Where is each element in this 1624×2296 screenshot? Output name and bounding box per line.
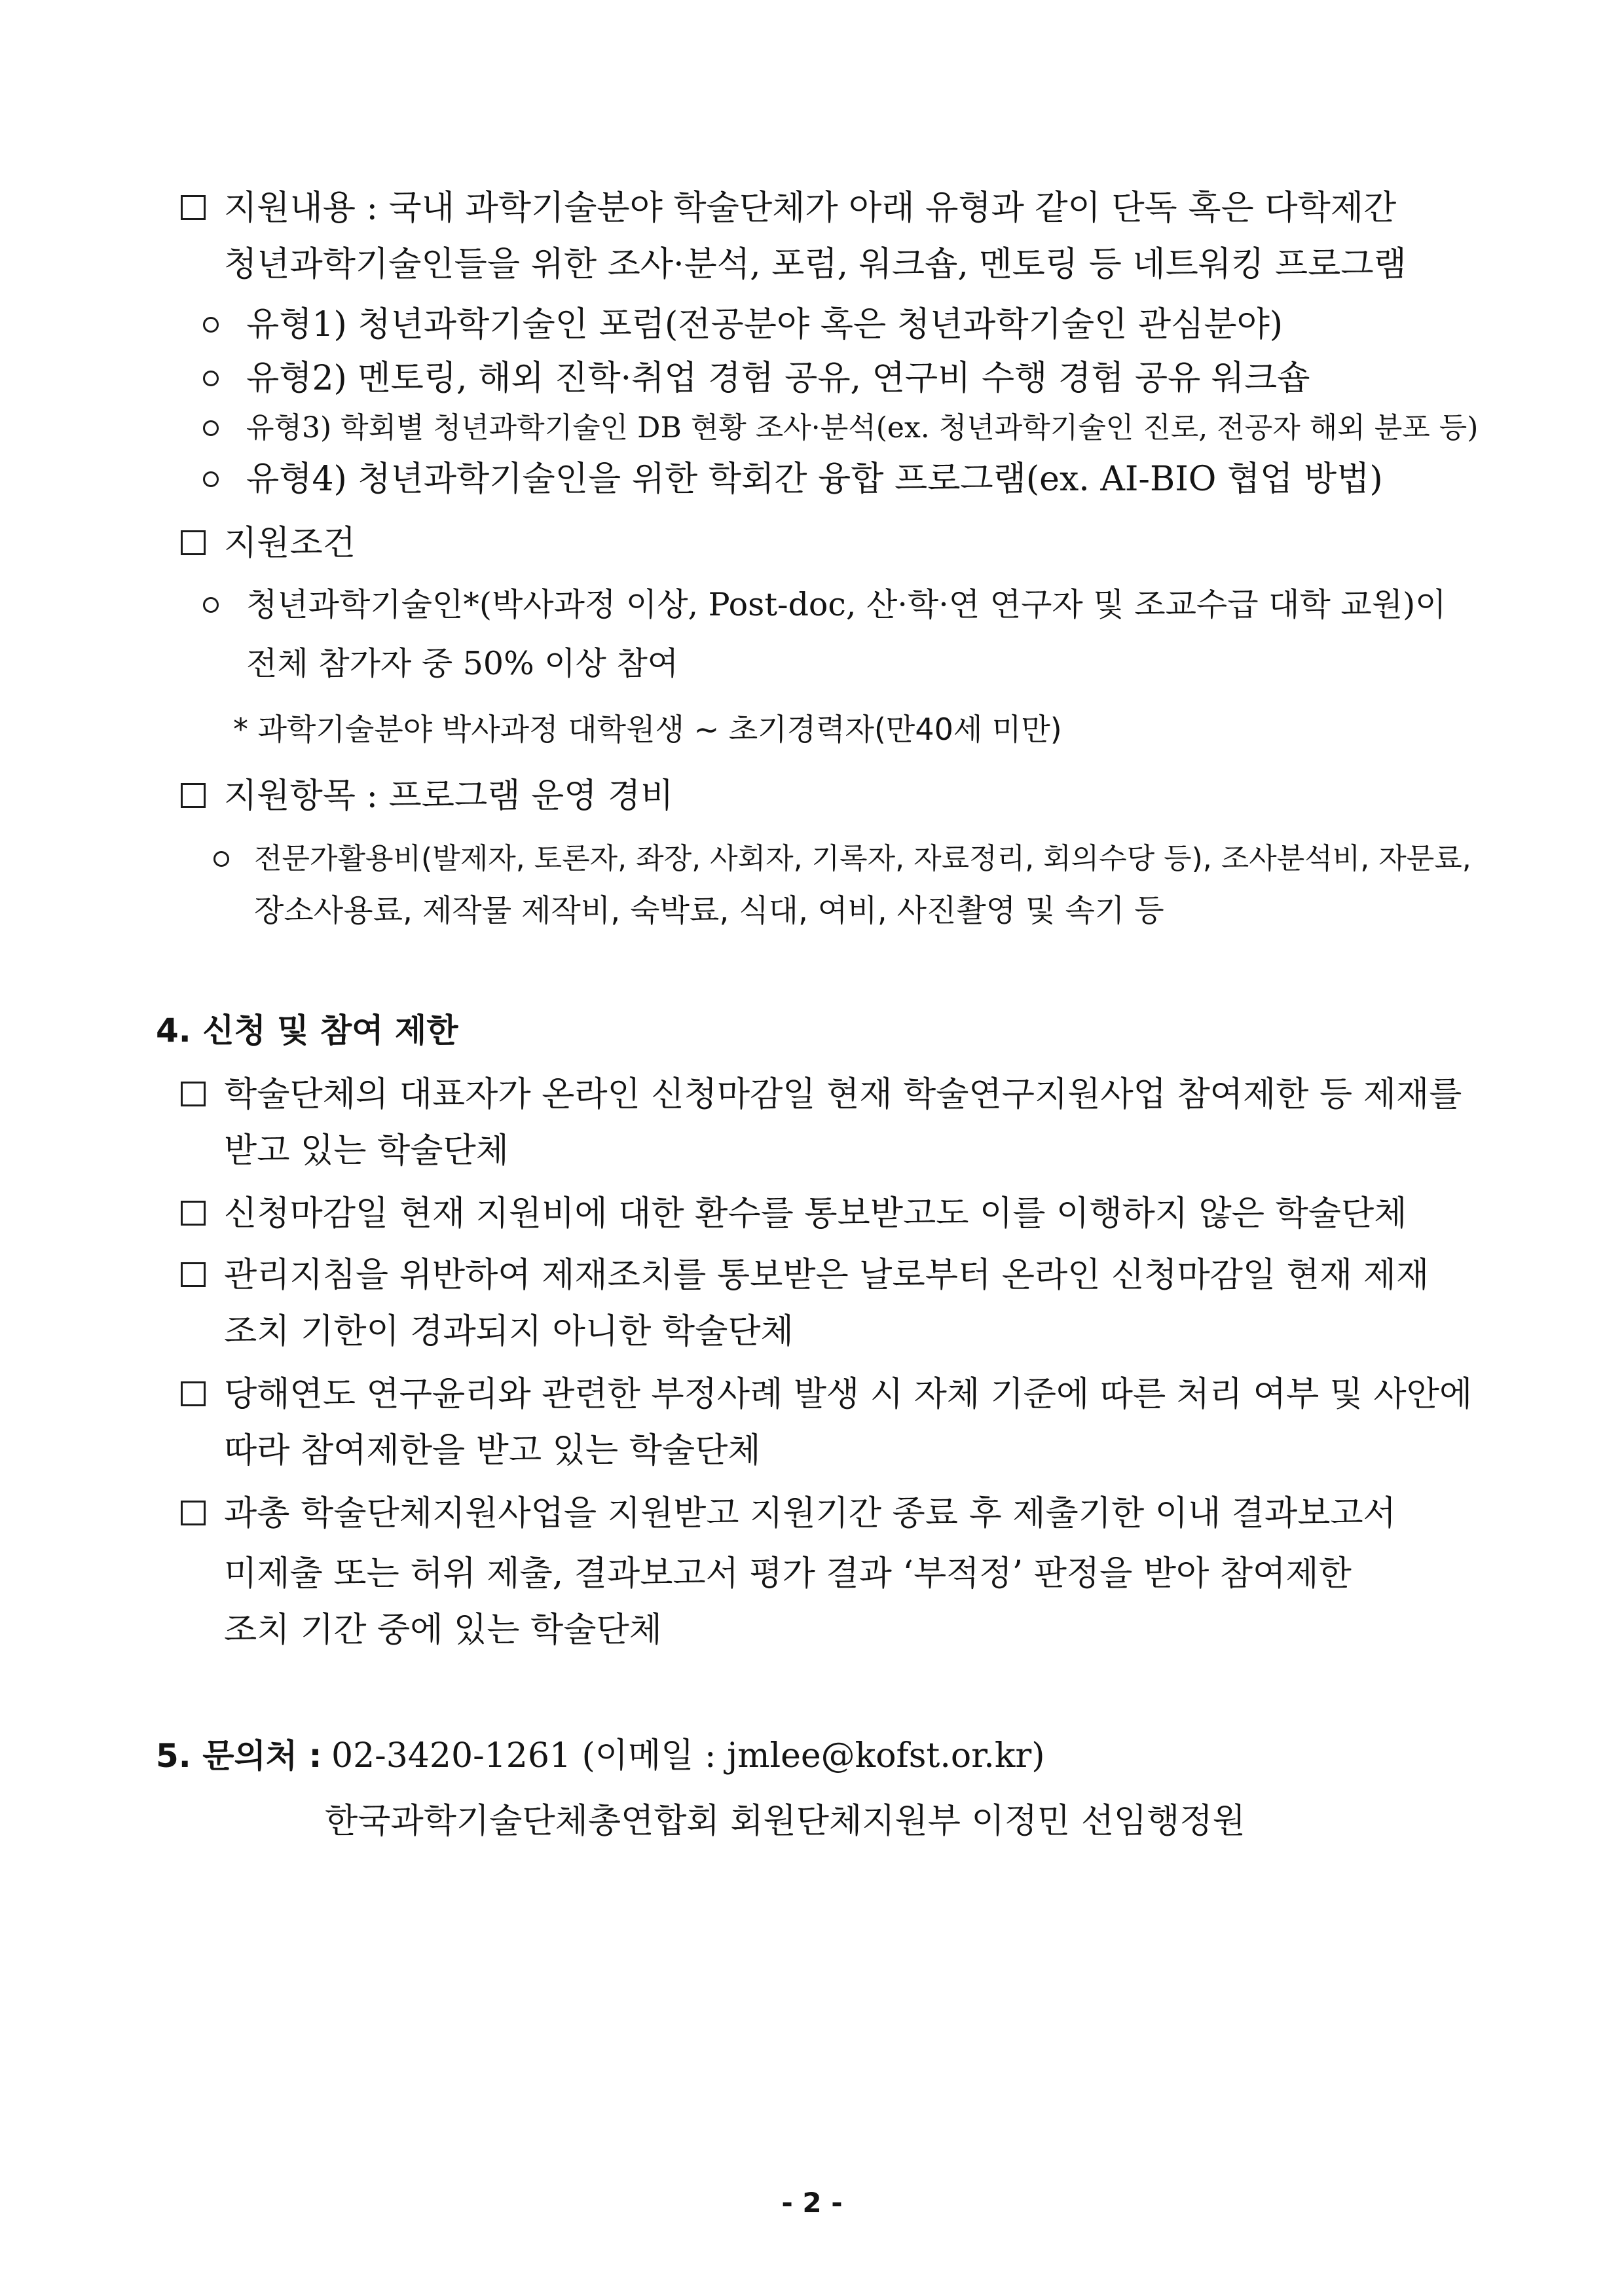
support-type-4: 유형4) 청년과학기술인을 위한 학회간 융합 프로그램(ex. AI-BIO 협업 방법) <box>246 460 1383 499</box>
checkbox-square-icon <box>181 1201 206 1226</box>
contact-info: 02-3420-1261 (이메일 : jmlee@kofst.or.kr) <box>331 1736 1045 1776</box>
restriction-4-line2: 따라 참여제한을 받고 있는 학술단체 <box>224 1431 761 1470</box>
support-type-1: 유형1) 청년과학기술인 포럼(전공분야 혹은 청년과학기술인 관심분야) <box>246 305 1283 344</box>
checkbox-square-icon <box>181 1381 206 1406</box>
support-content-continued: 청년과학기술인들을 위한 조사·분석, 포럼, 워크숍, 멘토링 등 네트워킹 프로그램 <box>224 245 1407 284</box>
restriction-5-line2: 미제출 또는 허위 제출, 결과보고서 평가 결과 ‘부적정’ 판정을 받아 참여제한 <box>224 1554 1352 1594</box>
bullet-circle-icon <box>203 471 219 487</box>
restriction-5-line3: 조치 기간 중에 있는 학술단체 <box>224 1611 662 1650</box>
restriction-5-line1: 과총 학술단체지원사업을 지원받고 지원기간 종료 후 제출기한 이내 결과보고서 <box>224 1494 1396 1533</box>
restriction-3-line2: 조치 기한이 경과되지 아니한 학술단체 <box>224 1312 794 1351</box>
conditions-note: * 과학기술분야 박사과정 대학원생 ~ 초기경력자(만40세 미만) <box>233 712 1062 747</box>
restriction-3-line1: 관리지침을 위반하여 제재조치를 통보받은 날로부터 온라인 신청마감일 현재 제재 <box>224 1256 1430 1295</box>
section4-heading: 4. 신청 및 참여 제한 <box>156 1011 458 1049</box>
checkbox-square-icon <box>181 1082 206 1106</box>
page-number: - 2 - <box>781 2187 843 2219</box>
restriction-2-line1: 신청마감일 현재 지원비에 대한 환수를 통보받고도 이를 이행하지 않은 학술단체 <box>224 1194 1407 1233</box>
checkbox-square-icon <box>181 530 206 555</box>
section5-heading: 5. 문의처 : <box>156 1737 322 1775</box>
restriction-1-line1: 학술단체의 대표자가 온라인 신청마감일 현재 학술연구지원사업 참여제한 등 제재를 <box>224 1075 1462 1114</box>
conditions-item-line1: 청년과학기술인*(박사과정 이상, Post-doc, 산·학·연 연구자 및 조교수급 대학 교원)이 <box>246 586 1447 623</box>
support-type-3: 유형3) 학회별 청년과학기술인 DB 현황 조사·분석(ex. 청년과학기술인 진로, 전공자 해외 분포 등) <box>246 411 1479 445</box>
checkbox-square-icon <box>181 783 206 808</box>
conditions-item-line2: 전체 참가자 중 50% 이상 참여 <box>246 645 679 682</box>
support-items-line2: 장소사용료, 제작물 제작비, 숙박료, 식대, 여비, 사진촬영 및 속기 등 <box>254 893 1164 929</box>
checkbox-square-icon <box>181 1501 206 1525</box>
bullet-circle-icon <box>203 420 219 436</box>
checkbox-square-icon <box>181 195 206 220</box>
conditions-title: 지원조건 <box>224 524 356 563</box>
checkbox-square-icon <box>181 1262 206 1287</box>
support-type-2: 유형2) 멘토링, 해외 진학·취업 경험 공유, 연구비 수행 경험 공유 워크숍 <box>246 359 1310 398</box>
bullet-circle-icon <box>203 371 219 386</box>
bullet-circle-icon <box>203 317 219 333</box>
support-items-title: 지원항목 : 프로그램 운영 경비 <box>224 776 674 816</box>
bullet-circle-icon <box>203 597 219 613</box>
restriction-1-line2: 받고 있는 학술단체 <box>224 1131 509 1171</box>
restriction-4-line1: 당해연도 연구윤리와 관련한 부정사례 발생 시 자체 기준에 따른 처리 여부 및 사안에 <box>224 1375 1473 1414</box>
support-items-line1: 전문가활용비(발제자, 토론자, 좌장, 사회자, 기록자, 자료정리, 회의수당 등), 조사분석비, 자문료, <box>254 842 1471 875</box>
support-content-title: 지원내용 : 국내 과학기술분야 학술단체가 아래 유형과 같이 단독 혹은 다학제간 <box>224 189 1397 228</box>
bullet-circle-icon <box>213 851 229 867</box>
contact-org: 한국과학기술단체총연합회 회원단체지원부 이정민 선임행정원 <box>325 1802 1246 1841</box>
